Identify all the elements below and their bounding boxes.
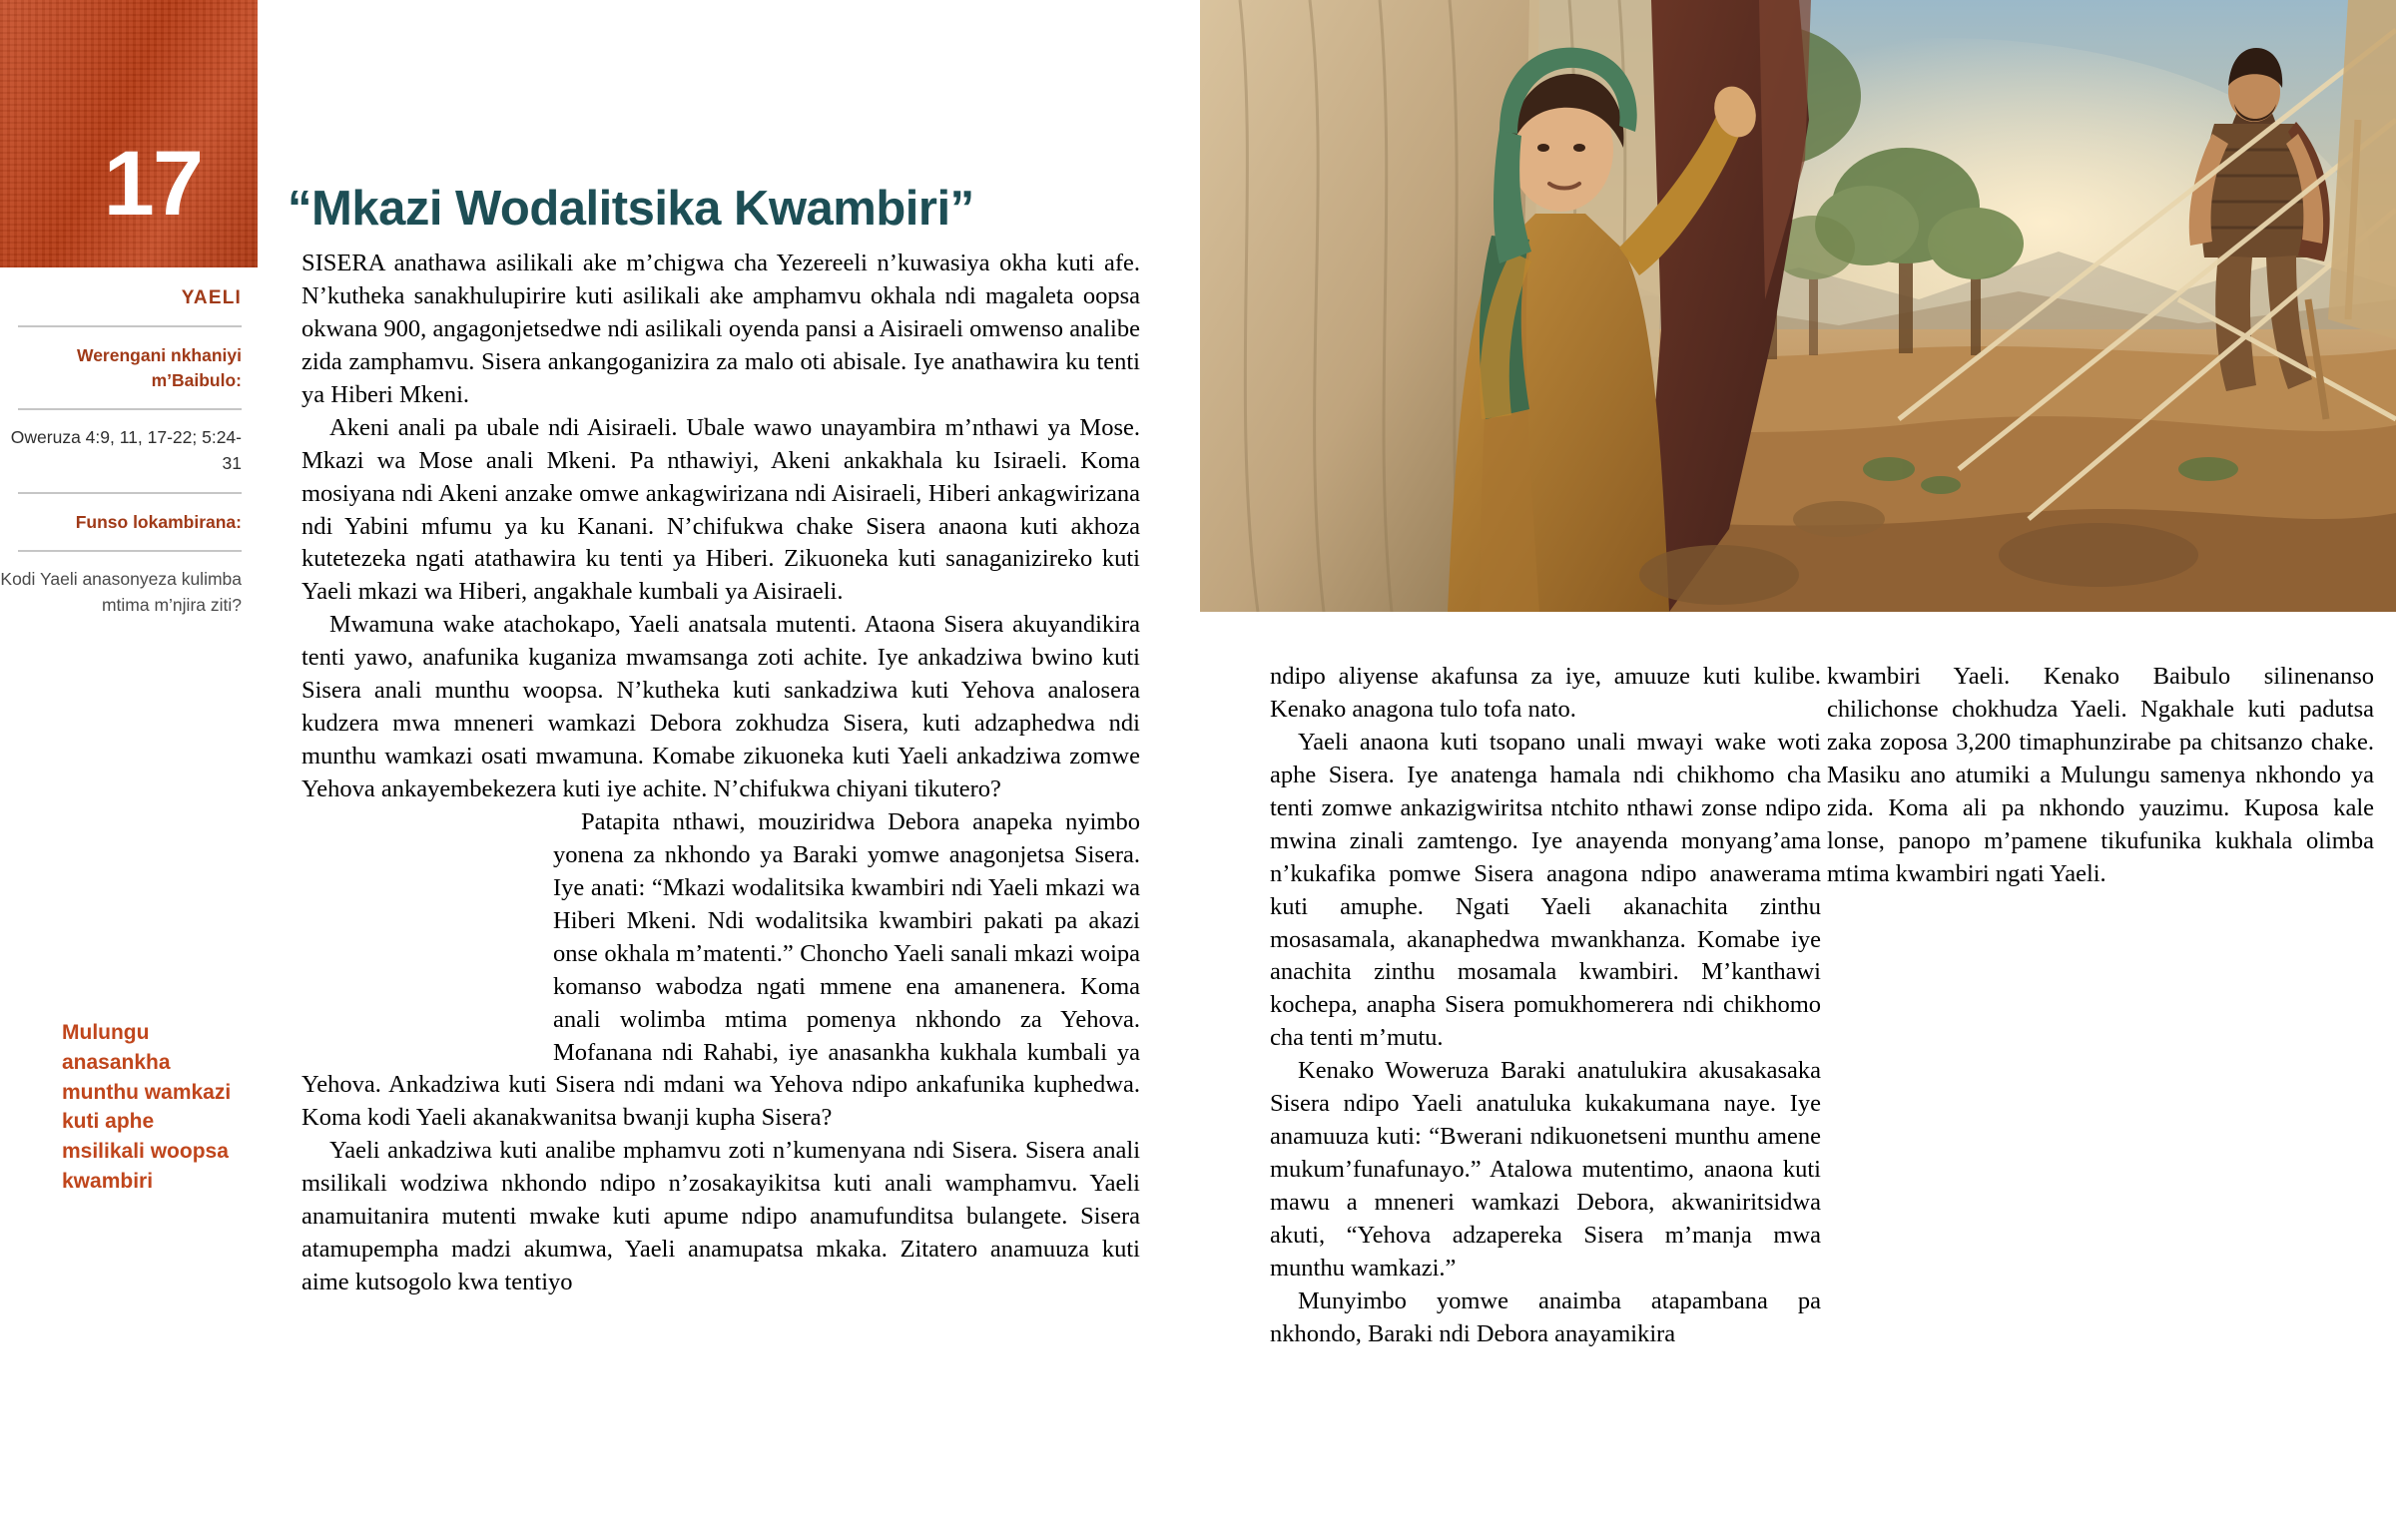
sidebar-question-label: Funso lokambirana:: [75, 512, 242, 533]
paragraph: ndipo aliyense akafunsa za iye, amuuze kuti kulibe. Kenako anagona tulo tofa nato.: [1270, 663, 1821, 723]
paragraph: Yaeli ankadziwa kuti analibe mphamvu zoti n’kumenyana ndi Sisera. Sisera anali msilikali wodziwa nkhondo ndipo n’zosakayikitsa kuti anali wamphamvu. Yaeli anamuitanira mutenti mwake kuti apume ndipo anamufunditsa bulangete. Sisera atamupempha madzi akumwa, Yaeli anamupatsa mkaka. Zitatero anamuuza kuti aime kutsogolo kwa tentiyo: [301, 1137, 1140, 1296]
chapter-number-badge: [0, 0, 258, 267]
paragraph-text: Patapita nthawi, mouziridwa Debora anapeka nyimbo yonena za nkhondo ya Baraki yomwe anagonjetsa Sisera. Iye anati: “Mkazi wodalitsika kwambiri ndi Yaeli mkazi wa Hiberi Mkeni. Ndi wodalitsika kwambiri pakati pa akazi onse okhala m’matenti.” Choncho Yaeli sanali mkazi woipa komanso wabodza ngati mmene ena amanenera. Koma anali wolimba mtima pomenya nkhondo za Yehova. Mofanana ndi Rahabi, iye anasankha kukhala kumbali ya Yehova. Ankadziwa kuti Sisera ndi mdani wa Yehova ndipo ankafunika kuphedwa. Koma kodi Yaeli akanakwanitsa bwanji kupha Sisera?: [301, 807, 1140, 1132]
paragraph: SISERA anathawa asilikali ake m’chigwa cha Yezereeli n’kuwasiya okha kuti afe. N’kutheka sanakhulupirire kuti asilikali ake amphamvu okhala ndi magaleta oopsa okwana 900, angagonjetsedwe ndi asilikali oyenda pansi a Aisiraeli omwenso analibe zida zamphamvu. Sisera ankangoganizira za malo oti abisale. Iye anathawira ku tenti ya Hiberi Mkeni.: [301, 250, 1140, 408]
sidebar-person-name: YAELI: [181, 287, 242, 308]
yael-tent-sisera-illustration: [1200, 0, 2396, 612]
sidebar-question-text: Kodi Yaeli anasonyeza kulimba mtima m’njira ziti?: [0, 568, 242, 615]
sidebar: [0, 267, 258, 634]
article-body-right-column-2: [1827, 661, 2374, 891]
article-body-right-column-1: [1270, 661, 1821, 1351]
pull-quote: Mulungu anasankha munthu wamkazi kuti aphe msilikali woopsa kwambiri: [62, 1021, 232, 1194]
paragraph-wrapping-pullquote: [301, 806, 1140, 1135]
paragraph: Yaeli anaona kuti tsopano unali mwayi wake woti aphe Sisera. Iye anatenga hamala ndi chikhomo cha tenti zomwe ankazigwiritsa ntchito nthawi zonse ndipo mwina zinali zamtengo. Iye anayenda monyang’ama n’kukafika pomwe Sisera anagona ndipo anawerama kuti amuphe. Ngati Yaeli akanachita zinthu mosasamala, akanaphedwa mwankhanza. Komabe iye anachita zinthu mosamala kwambiri. M’kanthawi kochepa, anapha Sisera pomukhomerera ndi chikhomo cha tenti m’mutu.: [1270, 728, 1821, 1052]
chapter-number: 17: [103, 133, 202, 235]
paragraph: Kenako Woweruza Baraki anatulukira akusakasaka Sisera ndipo Yaeli anatuluka kukakumana naye. Iye anamuuza kuti: “Bwerani ndikuonetseni munthu amene mukum’funafunayo.” Atalowa mutentimo, anaona kuti mawu a mneneri wamkazi Debora, akwaniritsidwa akuti, “Yehova adzapereka Sisera m’manja mwa munthu wamkazi.”: [1270, 1057, 1821, 1282]
paragraph: Akeni anali pa ubale ndi Aisiraeli. Ubale wawo unayambira m’nthawi ya Mose. Mkazi wa Mose anali Mkeni. Pa nthawiyi, Akeni ankakhala ku Isiraeli. Koma mosiyana ndi Akeni anzake omwe ankagwirizana ndi Aisiraeli, Hiberi ankagwirizana ndi Yabini mfumu ya ku Kanani. N’chifukwa chake Sisera anaona kuti akhoza kutetezeka ngati atathawira ku tenti ya Hiberi. Zikuoneka kuti sanaganizireko kuti Yaeli mkazi wa Hiberi, angakhale kumbali ya Aisiraeli.: [301, 413, 1140, 606]
pullquote-wrap-spacer: [301, 806, 553, 1056]
page-title: “Mkazi Wodalitsika Kwambiri”: [288, 181, 974, 236]
article-body-left: [301, 248, 1140, 1299]
paragraph: kwambiri Yaeli. Kenako Baibulo silinenanso chilichonse chokhudza Yaeli. Ngakhale kuti padutsa zaka zoposa 3,200 timaphunzirabe pa chitsanzo chake. Masiku ano atumiki a Mulungu samenya nkhondo ya zida. Koma ali pa nkhondo yauzimu. Kuposa kale lonse, panopo m’pamene tikufunika kukhala olimba mtima kwambiri ngati Yaeli.: [1827, 663, 2374, 887]
paragraph: Munyimbo yomwe anaimba atapambana pa nkhondo, Baraki ndi Debora anayamikira: [1270, 1286, 1821, 1347]
sidebar-read-scriptures[interactable]: Oweruza 4:9, 11, 17-22; 5:24-31: [10, 426, 242, 473]
paragraph: Mwamuna wake atachokapo, Yaeli anatsala mutenti. Ataona Sisera akuyandikira tenti yawo, anafunika kuganiza mwamsanga zoti achite. Iye ankadziwa bwino kuti Sisera anali munthu woopsa. N’kutheka kuti sankadziwa kuti Yehova analosera kudzera mwa mneneri wamkazi Debora zokhudza Sisera, kuti adzaphedwa ndi munthu wamkazi osati mwamuna. Komabe zikuoneka kuti Yaeli ankadziwa zomwe Yehova ankayembekezera kuti iye achite. N’chifukwa chiyani tikutero?: [301, 611, 1140, 802]
sidebar-read-label: Werengani nkhaniyi m’Baibulo:: [77, 345, 242, 391]
